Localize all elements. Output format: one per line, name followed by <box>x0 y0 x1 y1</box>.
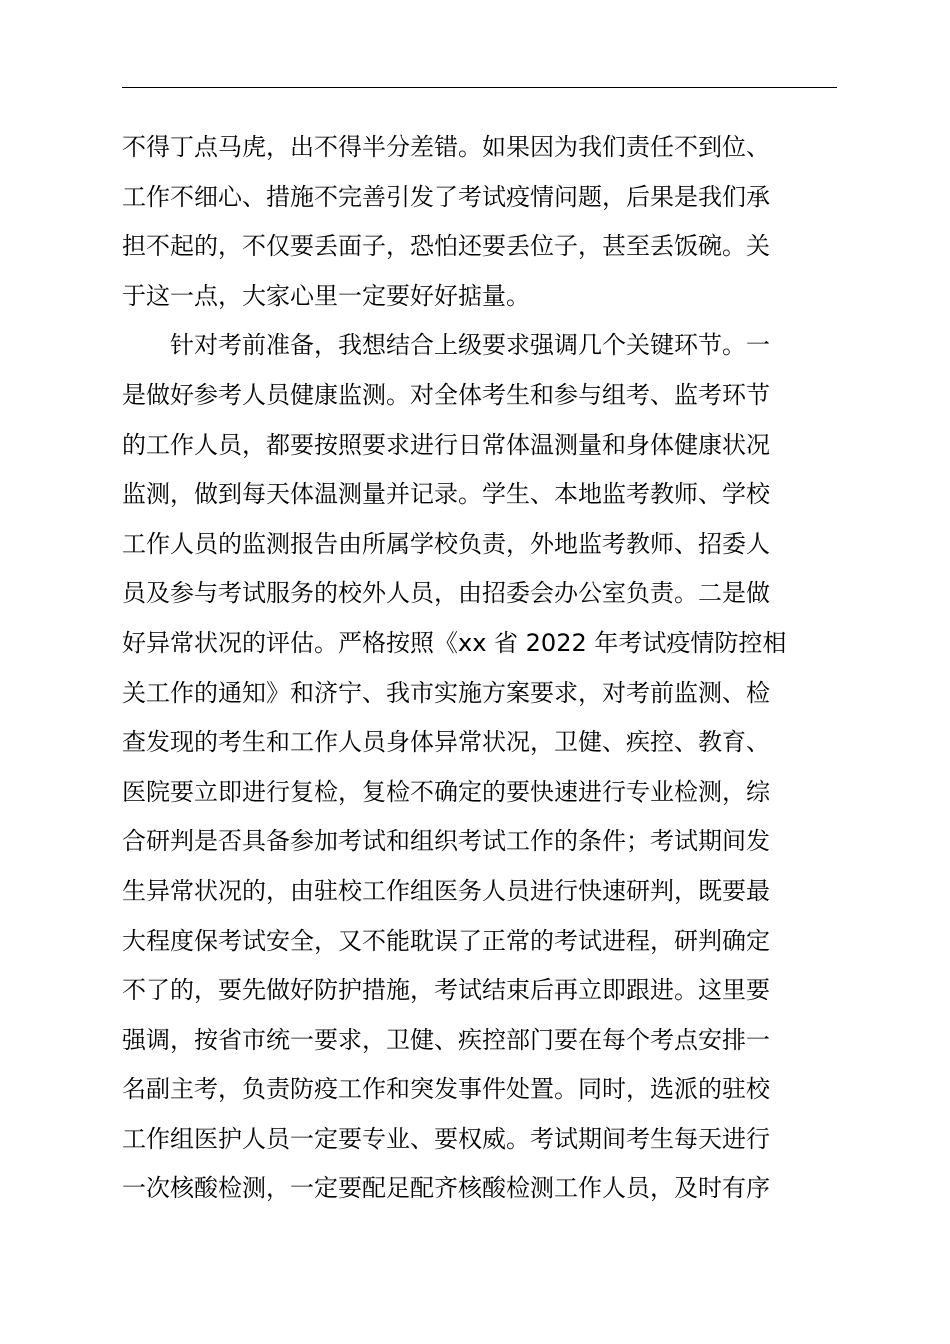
text-line: 工作组医护人员一定要专业、要权威。考试期间考生每天进行 <box>122 1124 770 1153</box>
text-line: 员及参与考试服务的校外人员，由招委会办公室负责。二是做 <box>122 579 770 608</box>
text-line: 是做好参考人员健康监测。对全体考生和参与组考、监考环节 <box>122 380 770 409</box>
text-line: 针对考前准备，我想结合上级要求强调几个关键环节。一 <box>170 331 770 360</box>
paragraph <box>122 321 837 1214</box>
text-line: 生异常状况的，由驻校工作组医务人员进行快速研判，既要最 <box>122 876 770 905</box>
text-line: 不了的，要先做好防护措施，考试结束后再立即跟进。这里要 <box>122 976 770 1005</box>
text-line: 的工作人员，都要按照要求进行日常体温测量和身体健康状况 <box>122 430 770 459</box>
text-line: 工作不细心、措施不完善引发了考试疫情问题，后果是我们承 <box>122 182 770 211</box>
text-line: 担不起的，不仅要丢面子，恐怕还要丢位子，甚至丢饭碗。关 <box>122 232 770 261</box>
text-line: 一次核酸检测，一定要配足配齐核酸检测工作人员，及时有序 <box>122 1174 770 1203</box>
text-line: 于这一点，大家心里一定要好好掂量。 <box>122 281 530 310</box>
text-line: 关工作的通知》和济宁、我市实施方案要求，对考前监测、检 <box>122 678 770 707</box>
text-line: 医院要立即进行复检，复检不确定的要快速进行专业检测，综 <box>122 777 770 806</box>
text-line: 大程度保考试安全，又不能耽误了正常的考试进程，研判确定 <box>122 926 770 955</box>
document-body <box>122 123 837 1214</box>
text-line: 查发现的考生和工作人员身体异常状况，卫健、疾控、教育、 <box>122 728 770 757</box>
paragraph <box>122 123 837 321</box>
text-line: 工作人员的监测报告由所属学校负责，外地监考教师、招委人 <box>122 529 770 558</box>
text-line: 名副主考，负责防疫工作和突发事件处置。同时，选派的驻校 <box>122 1075 770 1104</box>
header-rule <box>122 87 837 88</box>
text-line: 强调，按省市统一要求，卫健、疾控部门要在每个考点安排一 <box>122 1025 770 1054</box>
text-line: 好异常状况的评估。严格按照《xx 省 2022 年考试疫情防控相 <box>122 628 787 657</box>
text-line: 不得丁点马虎，出不得半分差错。如果因为我们责任不到位、 <box>122 133 770 161</box>
text-line: 监测，做到每天体温测量并记录。学生、本地监考教师、学校 <box>122 480 770 509</box>
text-line: 合研判是否具备参加考试和组织考试工作的条件；考试期间发 <box>122 827 770 856</box>
